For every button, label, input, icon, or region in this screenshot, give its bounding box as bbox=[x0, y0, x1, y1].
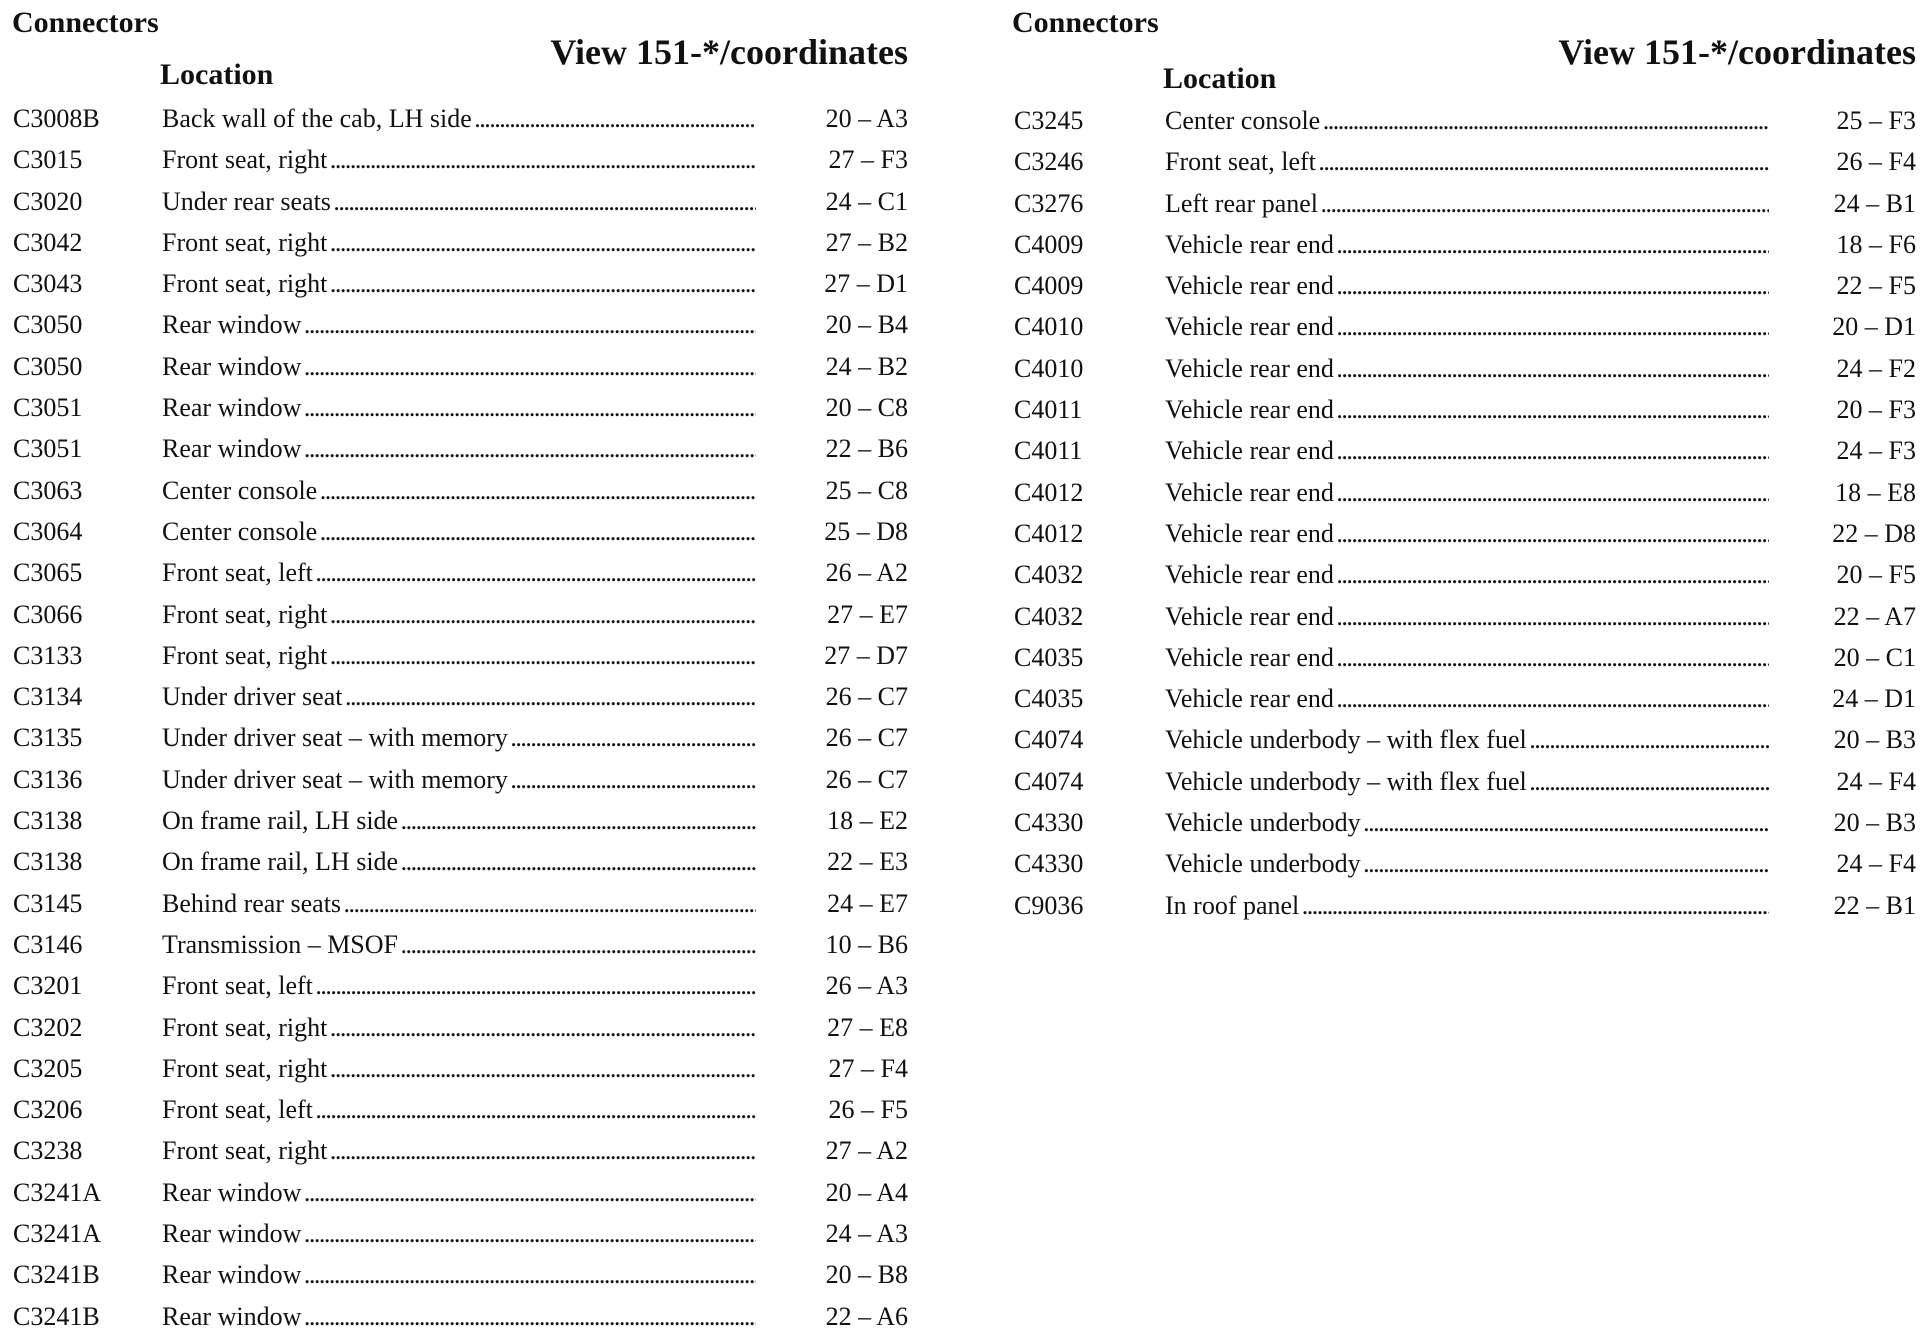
connector-code: C4330 bbox=[1014, 808, 1084, 838]
connector-code: C4035 bbox=[1014, 642, 1084, 672]
connector-code: C4009 bbox=[1014, 229, 1084, 259]
connector-row bbox=[0, 181, 930, 222]
connector-coordinate: 24 – D1 bbox=[1832, 684, 1916, 714]
connector-code: C3241A bbox=[13, 1219, 102, 1249]
connector-coordinate: 22 – E3 bbox=[827, 847, 908, 877]
connector-row bbox=[1005, 348, 1924, 389]
connector-code: C3050 bbox=[13, 351, 83, 381]
connector-coordinate: 20 – B4 bbox=[825, 310, 908, 340]
connector-code: C3133 bbox=[13, 640, 83, 670]
connector-location: Center console . . . bbox=[162, 511, 756, 552]
location-column-header: Location bbox=[160, 58, 274, 91]
connector-row bbox=[0, 883, 930, 924]
connector-code: C3051 bbox=[13, 434, 83, 464]
connector-coordinate: 24 – B1 bbox=[1833, 188, 1916, 218]
connector-location: Rear window . . . bbox=[162, 304, 756, 345]
connector-code: C3246 bbox=[1014, 147, 1084, 177]
connector-code: C4330 bbox=[1014, 849, 1084, 879]
connector-coordinate: 25 – D8 bbox=[824, 516, 908, 546]
connector-row bbox=[1005, 183, 1924, 224]
connector-location: Front seat, left . . . bbox=[1165, 141, 1769, 182]
connector-coordinate: 20 – D1 bbox=[1832, 312, 1916, 342]
connector-location: Back wall of the cab, LH side . . . bbox=[162, 98, 756, 139]
connector-row bbox=[0, 1048, 930, 1089]
connector-location: Rear window . . . bbox=[162, 428, 756, 469]
connector-code: C3136 bbox=[13, 764, 83, 794]
connector-coordinate: 20 – A4 bbox=[825, 1177, 908, 1207]
connector-code: C3241A bbox=[13, 1177, 102, 1207]
connector-code: C3042 bbox=[13, 227, 83, 257]
connector-coordinate: 20 – F5 bbox=[1836, 560, 1916, 590]
connector-coordinate: 22 – F5 bbox=[1836, 271, 1916, 301]
connector-code: C3206 bbox=[13, 1095, 83, 1125]
connector-coordinate: 25 – C8 bbox=[825, 475, 908, 505]
connector-row bbox=[0, 511, 930, 552]
connector-location: Vehicle rear end . . . bbox=[1165, 430, 1769, 471]
connector-coordinate: 22 – A6 bbox=[825, 1301, 908, 1331]
section-heading: Connectors bbox=[12, 6, 159, 39]
connector-coordinate: 18 – F6 bbox=[1836, 229, 1916, 259]
connector-code: C3238 bbox=[13, 1136, 83, 1166]
connector-coordinate: 24 – C1 bbox=[825, 186, 908, 216]
connector-location: Vehicle rear end . . . bbox=[1165, 306, 1769, 347]
connector-row bbox=[1005, 554, 1924, 595]
connector-coordinate: 20 – B3 bbox=[1833, 725, 1916, 755]
connector-row bbox=[1005, 513, 1924, 554]
connector-coordinate: 22 – B6 bbox=[825, 434, 908, 464]
connector-code: C4074 bbox=[1014, 725, 1084, 755]
connector-coordinate: 24 – F4 bbox=[1836, 766, 1916, 796]
connector-code: C4011 bbox=[1014, 395, 1083, 425]
connector-row bbox=[1005, 141, 1924, 182]
connector-code: C4011 bbox=[1014, 436, 1083, 466]
connector-row bbox=[0, 387, 930, 428]
connector-row bbox=[0, 1296, 930, 1337]
connector-row bbox=[1005, 306, 1924, 347]
connector-coordinate: 25 – F3 bbox=[1836, 106, 1916, 135]
connector-location: Left rear panel . . . bbox=[1165, 183, 1769, 224]
left-connector-column bbox=[0, 0, 930, 1344]
connector-code: C4032 bbox=[1014, 601, 1084, 631]
connector-coordinate: 27 – B2 bbox=[825, 227, 908, 257]
connector-location: Vehicle rear end . . . bbox=[1165, 637, 1769, 678]
view-coordinates-column-header: View 151-*/coordinates bbox=[1558, 32, 1916, 72]
connector-location: Rear window . . . bbox=[162, 1213, 756, 1254]
connector-code: C3065 bbox=[13, 558, 83, 588]
connector-location: Front seat, right . . . bbox=[162, 635, 756, 676]
connector-row bbox=[0, 1213, 930, 1254]
connector-row bbox=[0, 552, 930, 593]
connector-code: C4012 bbox=[1014, 477, 1084, 507]
connector-code: C3050 bbox=[13, 310, 83, 340]
connector-row bbox=[0, 800, 930, 841]
connector-row bbox=[0, 304, 930, 345]
connector-location: Front seat, right . . . bbox=[162, 1007, 756, 1048]
connector-coordinate: 27 – F4 bbox=[828, 1053, 908, 1083]
connector-row bbox=[0, 1130, 930, 1171]
connector-location: Rear window . . . bbox=[162, 387, 756, 428]
connector-code: C3245 bbox=[1014, 106, 1084, 135]
connector-code: C4032 bbox=[1014, 560, 1084, 590]
connector-code: C3201 bbox=[13, 971, 83, 1001]
connector-location: Vehicle underbody – with flex fuel . . . bbox=[1165, 761, 1769, 802]
connector-row bbox=[1005, 472, 1924, 513]
location-column-header: Location bbox=[1163, 62, 1277, 95]
connector-code: C3063 bbox=[13, 475, 83, 505]
connector-row bbox=[0, 263, 930, 304]
connector-code: C9036 bbox=[1014, 890, 1084, 920]
connector-code: C4010 bbox=[1014, 312, 1084, 342]
connector-coordinate: 22 – D8 bbox=[1832, 518, 1916, 548]
connector-coordinate: 20 – B8 bbox=[825, 1260, 908, 1290]
connector-code: C3064 bbox=[13, 516, 83, 546]
connector-row bbox=[1005, 430, 1924, 471]
connector-row bbox=[1005, 843, 1924, 884]
connector-coordinate: 26 – A2 bbox=[825, 558, 908, 588]
connector-row bbox=[1005, 265, 1924, 306]
connector-row bbox=[0, 1089, 930, 1130]
connector-row bbox=[0, 98, 930, 139]
connector-location: Center console . . . bbox=[1165, 100, 1769, 141]
connector-coordinate: 20 – A3 bbox=[825, 104, 908, 133]
connector-location: Behind rear seats . . . bbox=[162, 883, 756, 924]
connector-coordinate: 27 – D1 bbox=[824, 269, 908, 299]
section-heading: Connectors bbox=[1012, 6, 1159, 39]
connector-location: Vehicle rear end . . . bbox=[1165, 472, 1769, 513]
connector-code: C3043 bbox=[13, 269, 83, 299]
connector-row bbox=[0, 924, 930, 965]
connector-list bbox=[1005, 100, 1924, 926]
connector-location: On frame rail, LH side . . . bbox=[162, 841, 756, 882]
connector-coordinate: 27 – E8 bbox=[827, 1012, 908, 1042]
connector-code: C4012 bbox=[1014, 518, 1084, 548]
connector-location: Vehicle rear end . . . bbox=[1165, 389, 1769, 430]
connector-list bbox=[0, 98, 930, 1337]
connector-row bbox=[0, 594, 930, 635]
connector-code: C4074 bbox=[1014, 766, 1084, 796]
connector-code: C3134 bbox=[13, 682, 83, 712]
connector-row bbox=[1005, 389, 1924, 430]
connector-coordinate: 18 – E2 bbox=[827, 806, 908, 836]
connector-row bbox=[0, 222, 930, 263]
connector-location: Under driver seat . . . bbox=[162, 676, 756, 717]
connector-location: Vehicle rear end . . . bbox=[1165, 596, 1769, 637]
connector-location: Front seat, right . . . bbox=[162, 222, 756, 263]
connector-code: C3205 bbox=[13, 1053, 83, 1083]
connector-location: Front seat, right . . . bbox=[162, 1048, 756, 1089]
connector-location: Front seat, left . . . bbox=[162, 1089, 756, 1130]
connector-coordinate: 27 – E7 bbox=[827, 599, 908, 629]
connector-location: Front seat, left . . . bbox=[162, 552, 756, 593]
connector-row bbox=[0, 759, 930, 800]
connector-code: C3138 bbox=[13, 847, 83, 877]
connector-coordinate: 27 – A2 bbox=[825, 1136, 908, 1166]
connector-row bbox=[0, 965, 930, 1006]
connector-code: C3241B bbox=[13, 1260, 100, 1290]
connector-code: C3146 bbox=[13, 929, 83, 959]
connector-location: Front seat, right . . . bbox=[162, 594, 756, 635]
connector-code: C4035 bbox=[1014, 684, 1084, 714]
connector-location: Under rear seats . . . bbox=[162, 181, 756, 222]
connector-location: In roof panel . . . bbox=[1165, 885, 1769, 926]
connector-location: Under driver seat – with memory . . . bbox=[162, 717, 756, 758]
connector-row bbox=[0, 635, 930, 676]
connector-row bbox=[0, 1254, 930, 1295]
connector-row bbox=[1005, 885, 1924, 926]
connector-location: Rear window . . . bbox=[162, 1254, 756, 1295]
connector-code: C3020 bbox=[13, 186, 83, 216]
connector-location: Front seat, right . . . bbox=[162, 1130, 756, 1171]
connector-location: Rear window . . . bbox=[162, 1172, 756, 1213]
connector-code: C3008B bbox=[13, 104, 100, 133]
connector-location: Vehicle rear end . . . bbox=[1165, 265, 1769, 306]
connector-location: Vehicle rear end . . . bbox=[1165, 348, 1769, 389]
connector-row bbox=[1005, 596, 1924, 637]
connector-row bbox=[0, 1172, 930, 1213]
connector-location: Rear window . . . bbox=[162, 1296, 756, 1337]
connector-location: On frame rail, LH side . . . bbox=[162, 800, 756, 841]
connector-code: C4009 bbox=[1014, 271, 1084, 301]
connector-coordinate: 24 – F3 bbox=[1836, 436, 1916, 466]
connector-coordinate: 27 – D7 bbox=[824, 640, 908, 670]
connector-location: Vehicle underbody . . . bbox=[1165, 802, 1769, 843]
connector-location: Front seat, left . . . bbox=[162, 965, 756, 1006]
connector-coordinate: 18 – E8 bbox=[1835, 477, 1916, 507]
connector-location: Vehicle rear end . . . bbox=[1165, 678, 1769, 719]
connector-row bbox=[1005, 761, 1924, 802]
connector-location: Vehicle rear end . . . bbox=[1165, 513, 1769, 554]
connector-code: C3138 bbox=[13, 806, 83, 836]
connector-location: Front seat, right . . . bbox=[162, 263, 756, 304]
connector-row bbox=[0, 346, 930, 387]
connector-coordinate: 26 – C7 bbox=[825, 723, 908, 753]
right-connector-column bbox=[1005, 0, 1924, 1344]
connector-location: Under driver seat – with memory . . . bbox=[162, 759, 756, 800]
connector-coordinate: 20 – B3 bbox=[1833, 808, 1916, 838]
connector-row bbox=[0, 470, 930, 511]
connector-coordinate: 26 – F5 bbox=[828, 1095, 908, 1125]
connector-coordinate: 27 – F3 bbox=[828, 145, 908, 175]
connector-coordinate: 22 – B1 bbox=[1833, 890, 1916, 920]
connector-row bbox=[0, 676, 930, 717]
connector-location: Rear window . . . bbox=[162, 346, 756, 387]
connector-coordinate: 26 – C7 bbox=[825, 764, 908, 794]
connector-row bbox=[1005, 678, 1924, 719]
connector-location: Vehicle rear end . . . bbox=[1165, 224, 1769, 265]
connector-code: C3015 bbox=[13, 145, 83, 175]
connector-row bbox=[1005, 637, 1924, 678]
connector-location: Front seat, right . . . bbox=[162, 139, 756, 180]
connector-coordinate: 20 – F3 bbox=[1836, 395, 1916, 425]
connector-code: C3241B bbox=[13, 1301, 100, 1331]
connector-row bbox=[1005, 100, 1924, 141]
connector-code: C3145 bbox=[13, 888, 83, 918]
connector-coordinate: 20 – C8 bbox=[825, 393, 908, 423]
connector-coordinate: 26 – A3 bbox=[825, 971, 908, 1001]
connector-coordinate: 20 – C1 bbox=[1833, 642, 1916, 672]
connector-coordinate: 26 – F4 bbox=[1836, 147, 1916, 177]
connector-coordinate: 26 – C7 bbox=[825, 682, 908, 712]
connector-coordinate: 24 – A3 bbox=[825, 1219, 908, 1249]
connector-coordinate: 22 – A7 bbox=[1833, 601, 1916, 631]
connector-coordinate: 24 – E7 bbox=[827, 888, 908, 918]
connector-location: Center console . . . bbox=[162, 470, 756, 511]
view-coordinates-column-header: View 151-*/coordinates bbox=[550, 32, 908, 72]
connector-code: C3276 bbox=[1014, 188, 1084, 218]
connector-row bbox=[0, 1007, 930, 1048]
connector-row bbox=[1005, 224, 1924, 265]
connector-code: C3202 bbox=[13, 1012, 83, 1042]
connector-location: Vehicle underbody – with flex fuel . . . bbox=[1165, 719, 1769, 760]
connector-row bbox=[1005, 802, 1924, 843]
connector-code: C3066 bbox=[13, 599, 83, 629]
connector-row bbox=[1005, 719, 1924, 760]
connector-location: Vehicle rear end . . . bbox=[1165, 554, 1769, 595]
connector-code: C3051 bbox=[13, 393, 83, 423]
connector-row bbox=[0, 717, 930, 758]
connector-code: C4010 bbox=[1014, 353, 1084, 383]
connector-coordinate: 24 – F2 bbox=[1836, 353, 1916, 383]
connector-row bbox=[0, 139, 930, 180]
connector-coordinate: 24 – B2 bbox=[825, 351, 908, 381]
connector-location: Transmission – MSOF . . . bbox=[162, 924, 756, 965]
connector-location: Vehicle underbody . . . bbox=[1165, 843, 1769, 884]
connector-row bbox=[0, 841, 930, 882]
connector-row bbox=[0, 428, 930, 469]
connector-coordinate: 10 – B6 bbox=[825, 929, 908, 959]
connector-coordinate: 24 – F4 bbox=[1836, 849, 1916, 879]
connector-code: C3135 bbox=[13, 723, 83, 753]
